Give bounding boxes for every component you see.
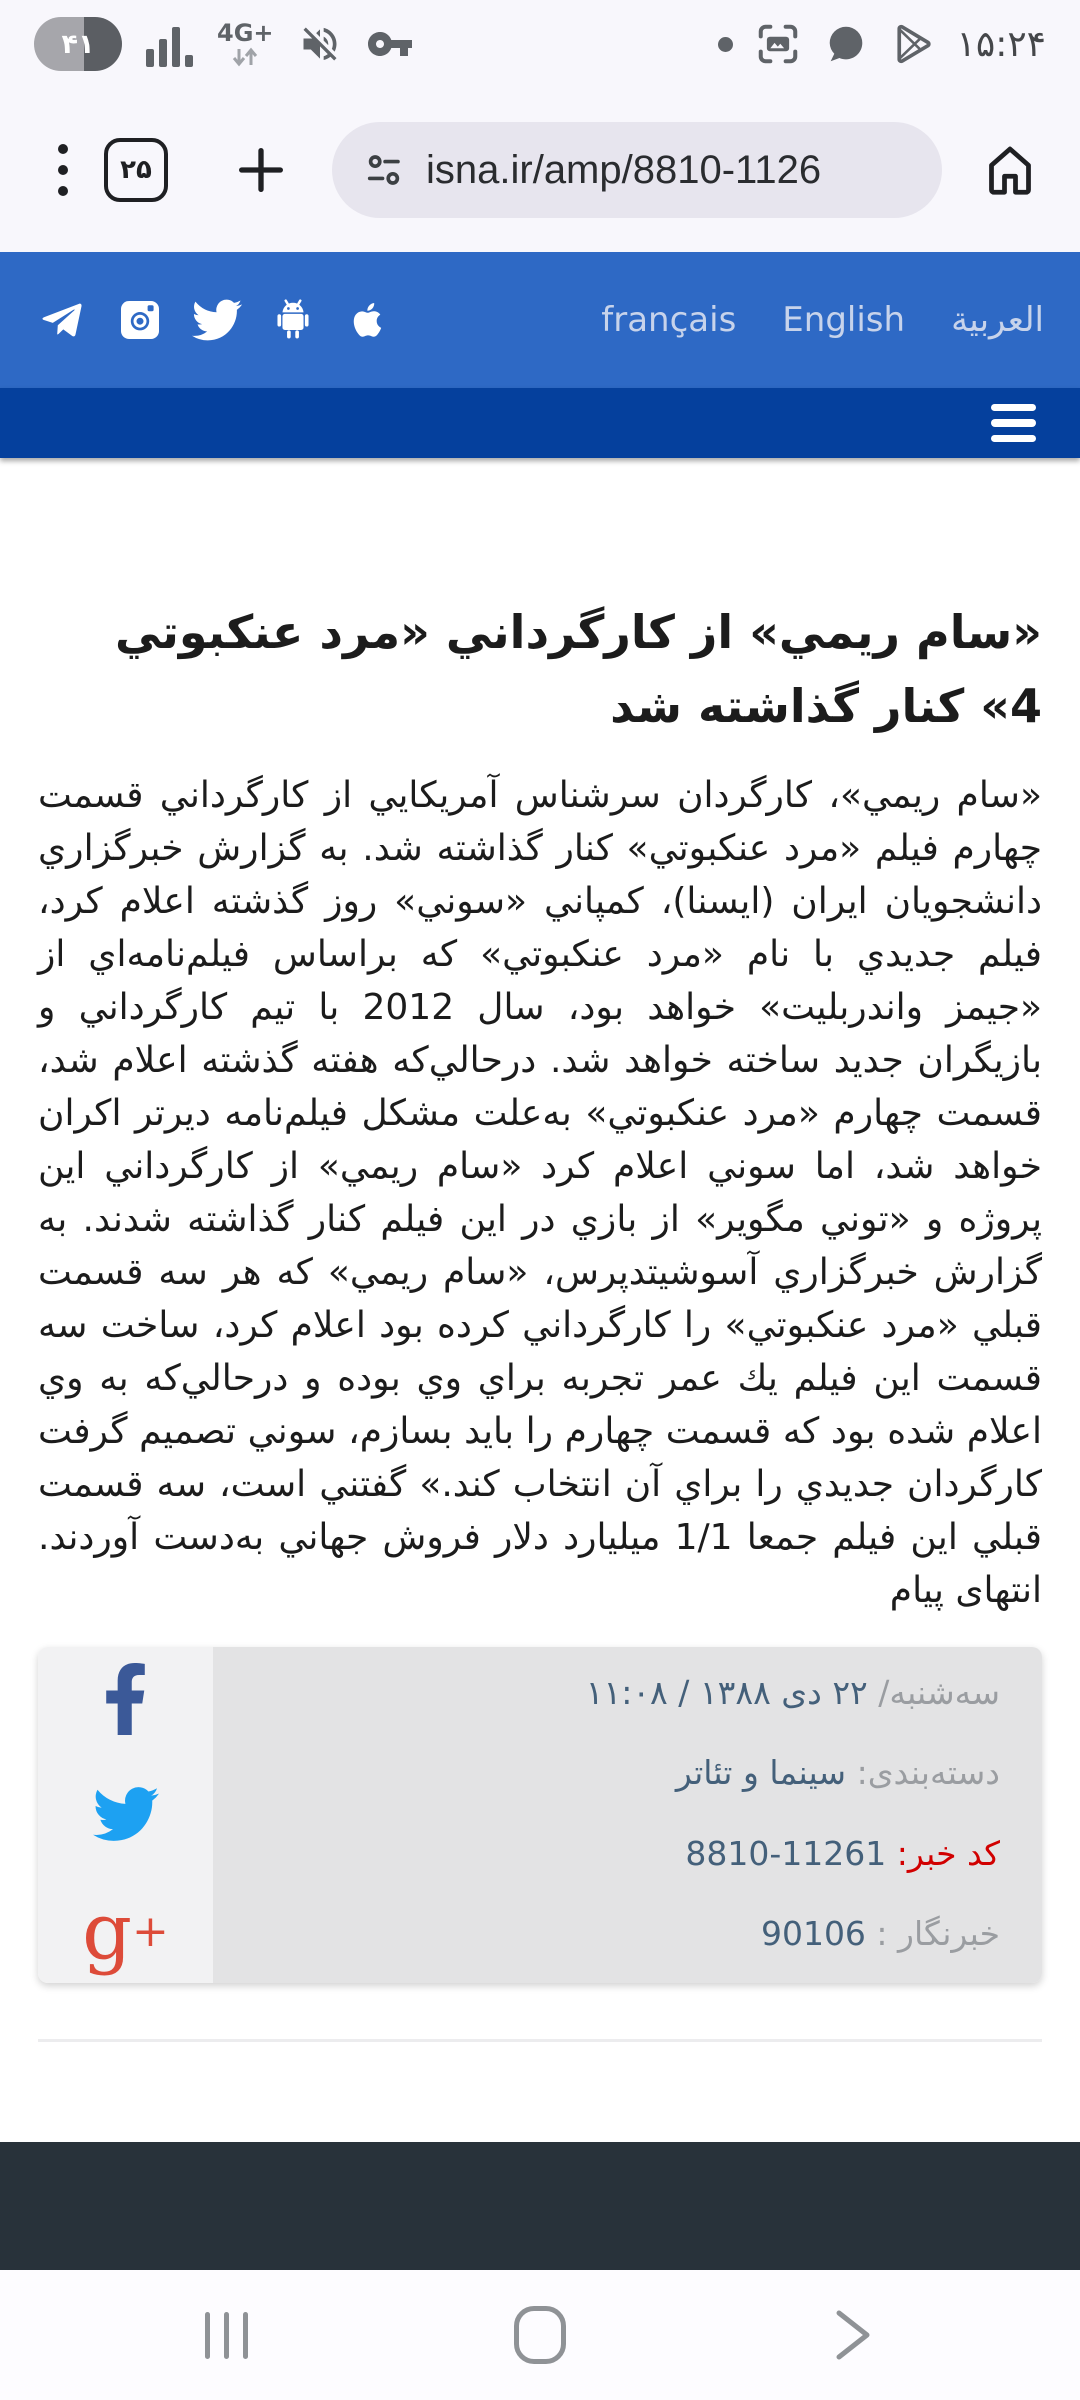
meta-rows	[213, 1647, 1042, 1983]
chat-bubble-icon	[823, 21, 869, 67]
facebook-icon	[103, 1663, 148, 1735]
news-code-row	[255, 1834, 1000, 1873]
publish-date-row	[255, 1673, 1000, 1712]
share-column	[38, 1647, 213, 1983]
facebook-share-button[interactable]	[103, 1663, 148, 1735]
new-tab-button[interactable]	[232, 141, 290, 199]
date-value: ۲۲ دی ۱۳۸۸ / ۱۱:۰۸	[585, 1673, 868, 1712]
url-text: isna.ir/amp/8810-1126	[426, 147, 822, 192]
googleplus-icon: g	[82, 1887, 133, 1977]
twitter-share-button[interactable]	[93, 1781, 159, 1847]
section-divider	[38, 2039, 1042, 2042]
recents-button[interactable]	[205, 2312, 248, 2359]
tab-switcher-button[interactable]	[104, 138, 168, 202]
tab-count: ۲۵	[120, 155, 152, 185]
network-type-indicator	[217, 21, 274, 67]
category-row	[255, 1753, 1000, 1792]
status-bar	[0, 0, 1080, 88]
battery-indicator	[34, 17, 122, 71]
status-right-icons	[718, 21, 1046, 67]
home-nav-button[interactable]	[514, 2306, 566, 2364]
language-links	[601, 300, 1044, 340]
article-content	[0, 595, 1080, 2042]
status-time: ۱۵:۲۴	[956, 23, 1046, 65]
social-links	[36, 294, 390, 346]
network-type-label: 4G+	[217, 19, 274, 47]
status-left-icons	[34, 17, 414, 71]
article-title: «سام ريمي» از كارگرداني «مرد عنكبوتي 4» كنار گذاشته شد	[115, 605, 1042, 733]
notification-dot-icon	[718, 37, 733, 52]
googleplus-share-button[interactable]: g +	[82, 1887, 169, 1977]
site-header	[0, 252, 1080, 388]
page-footer-band	[0, 2142, 1080, 2270]
lang-english-link[interactable]: English	[782, 300, 906, 340]
play-store-icon	[891, 22, 935, 66]
back-button[interactable]	[831, 2306, 875, 2364]
browser-menu-button[interactable]	[58, 144, 68, 196]
home-icon	[980, 140, 1040, 200]
apple-icon[interactable]	[344, 297, 390, 343]
article-body: «سام ريمي»، كارگردان سرشناس آمريكايي از كارگرداني قسمت چهارم فيلم «مرد عنكبوتي» كنار گذاشته شد. به گزارش خبرگزاري دانشجويان ايران (ايسنا)، كمپاني «سوني» روز گذشته اعلام كرد، فيلم جديدي با نام «مرد عنكبوتي» كه براساس فيلم‌نامه‌اي از «جيمز واندربليت» خواهد بود، سال 2012 با تيم كارگرداني و بازيگران جديد ساخته خواهد شد. درحالي‌كه هفته گذشته اعلام شد، قسمت چهارم «مرد عنكبوتي» به‌علت مشكل فيلم‌نامه ديرتر اكران خواهد شد، اما سوني اعلام كرد «سام ريمي» از كارگرداني اين پروژه و «توني مگوير» از بازي در اين فيلم كنار گذاشته شدند. به گزارش خبرگزاري آسوشيتدپرس، «سام ريمي» كه هر سه قسمت قبلي «مرد عنكبوتي» را كارگرداني كرده بود اعلام كرد، ساخت سه قسمت اين فيلم يك عمر تجربه براي وي بوده و درحالي‌كه به وي اعلام شده بود كه قسمت چهارم را بايد بسازم، سوني تصميم گرفت كارگردان جديدي را براي آن انتخاب كند.» گفتني است، سه قسمت قبلي اين فيلم جمعا 1/1 ميليارد دلار فروش جهاني به‌دست آوردند. انتهای پیام	[38, 775, 1043, 1611]
reporter-value: 90106	[760, 1913, 866, 1953]
reporter-label: خبرنگار :	[865, 1913, 1000, 1953]
url-bar[interactable]	[332, 122, 942, 218]
news-code-label: کد خبر:	[886, 1833, 1000, 1873]
instagram-icon[interactable]	[116, 296, 164, 344]
lang-francais-link[interactable]: français	[601, 300, 737, 340]
site-settings-icon	[362, 148, 406, 192]
data-arrows-icon	[230, 47, 260, 67]
news-code-value: 11261-8810	[685, 1833, 887, 1873]
system-nav-bar	[0, 2270, 1080, 2400]
reporter-row	[255, 1914, 1000, 1953]
category-value: سینما و تئاتر	[675, 1753, 847, 1793]
mute-icon	[298, 22, 342, 66]
screenshot-capture-icon	[755, 21, 801, 67]
hamburger-menu-icon[interactable]	[991, 404, 1036, 443]
twitter-icon[interactable]	[192, 295, 242, 345]
lang-arabic-link[interactable]: العربية	[951, 300, 1044, 340]
back-chevron-icon	[831, 2306, 875, 2364]
article-meta-card	[38, 1647, 1042, 1983]
category-label: دسته‌بندی:	[846, 1753, 1000, 1793]
twitter-bird-icon	[93, 1781, 159, 1847]
android-icon[interactable]	[270, 297, 316, 343]
date-prefix: سه‌شنبه/	[867, 1673, 1000, 1712]
browser-home-button[interactable]	[980, 140, 1040, 200]
vpn-key-icon	[366, 20, 414, 68]
telegram-icon[interactable]	[36, 294, 88, 346]
browser-toolbar	[0, 88, 1080, 252]
home-pill-icon	[514, 2306, 566, 2364]
site-nav-bar	[0, 388, 1080, 458]
battery-percent: ۴۱	[61, 28, 95, 60]
signal-strength-icon	[146, 21, 193, 67]
